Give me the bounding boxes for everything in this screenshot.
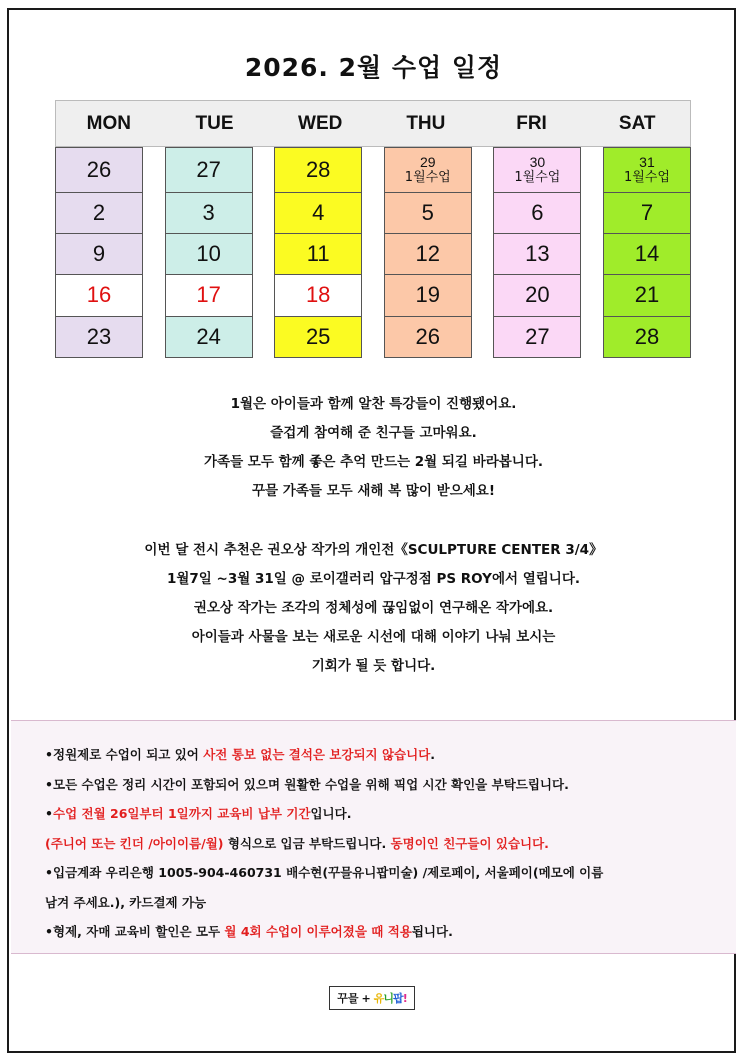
day-number: 23 xyxy=(86,323,112,349)
calendar-day-cell xyxy=(603,193,691,234)
day-number: 12 xyxy=(415,241,441,267)
day-number: 31 xyxy=(639,154,655,171)
day-number: 11 xyxy=(306,241,330,267)
day-number: 29 xyxy=(419,154,436,171)
day-number: 5 xyxy=(421,200,434,225)
day-number: 27 xyxy=(196,156,221,182)
calendar-column xyxy=(603,147,691,358)
greeting-line: 즐겁게 참여해 준 친구들 고마워요. xyxy=(270,425,477,441)
calendar-column xyxy=(55,147,143,358)
day-number: 27 xyxy=(525,323,550,349)
class-note: 1월수업 xyxy=(404,169,451,185)
calendar-day-cell xyxy=(493,234,581,275)
day-number: 17 xyxy=(196,282,221,308)
calendar-day-cell xyxy=(603,234,691,275)
calendar-day-cell xyxy=(165,147,253,193)
greeting-line: 꾸믈 가족들 모두 새해 복 많이 받으세요! xyxy=(251,483,495,499)
calendar-day-cell xyxy=(603,275,691,316)
calendar-day-cell xyxy=(274,275,362,316)
notice-pickup: •모든 수업은 정리 시간이 포함되어 있으며 원활한 수업을 위해 픽업 시간 확인을 부탁드립니다. xyxy=(45,776,569,792)
page-frame xyxy=(7,8,736,1053)
notice-account-cont: 남겨 주세요.), 카드결제 가능 xyxy=(45,894,207,910)
calendar-day-cell xyxy=(55,234,143,275)
header-tue: TUE xyxy=(195,112,234,134)
day-number: 24 xyxy=(196,323,221,349)
class-note: 1월수업 xyxy=(514,169,561,185)
day-number: 21 xyxy=(634,282,660,308)
calendar-day-cell xyxy=(55,193,143,234)
day-number: 26 xyxy=(415,323,441,349)
day-number: 28 xyxy=(305,156,331,182)
exhibition-message xyxy=(9,536,738,681)
day-number: 25 xyxy=(305,323,331,349)
class-note: 1월수업 xyxy=(623,169,670,185)
exhibition-line: 권오상 작가는 조각의 정체성에 끊임없이 연구해온 작가에요. xyxy=(193,600,554,616)
calendar-day-cell xyxy=(274,234,362,275)
calendar-day-cell xyxy=(55,317,143,358)
day-number: 6 xyxy=(531,200,544,225)
calendar-day-cell xyxy=(165,234,253,275)
exhibition-line: 기회가 될 듯 합니다. xyxy=(311,658,436,674)
page-title: 2026. 2월 수업 일정 xyxy=(244,53,503,82)
header-fri: FRI xyxy=(516,112,547,134)
header-thu: THU xyxy=(406,112,446,134)
day-number: 3 xyxy=(202,200,215,225)
calendar-header xyxy=(55,100,691,147)
calendar-day-cell xyxy=(274,193,362,234)
calendar-day-cell xyxy=(55,275,143,316)
calendar-day-cell xyxy=(493,317,581,358)
calendar-day-cell xyxy=(274,147,362,193)
calendar-day-cell xyxy=(493,275,581,316)
notice-absence: •정원제로 수업이 되고 있어 사전 통보 없는 결석은 보강되지 않습니다. xyxy=(45,747,436,762)
day-number: 10 xyxy=(196,241,221,267)
day-number: 16 xyxy=(86,282,112,308)
calendar-day-cell xyxy=(274,317,362,358)
day-number: 9 xyxy=(92,241,106,267)
exhibition-line: 1월7일 ~3월 31일 @ 로이갤러리 압구정점 PS ROY에서 열립니다. xyxy=(166,571,581,587)
calendar-day-cell xyxy=(493,193,581,234)
header-wed: WED xyxy=(298,112,343,134)
header-mon: MON xyxy=(86,112,131,134)
day-number: 2 xyxy=(92,200,106,225)
notice-discount: •형제, 자매 교육비 할인은 모두 월 4회 수업이 이루어졌을 때 적용됩니다. xyxy=(45,924,453,939)
calendar-day-cell xyxy=(493,147,581,193)
exhibition-line: 이번 달 전시 추천은 권오상 작가의 개인전《SCULPTURE CENTER 3/4》 xyxy=(144,542,603,558)
greeting-line: 1월은 아이들과 함께 알찬 특강들이 진행됐어요. xyxy=(230,396,517,412)
day-number: 19 xyxy=(415,282,441,308)
header-sat: SAT xyxy=(618,112,656,134)
day-number: 4 xyxy=(312,200,325,225)
calendar-body xyxy=(55,147,691,358)
day-number: 14 xyxy=(634,241,660,267)
day-number: 13 xyxy=(525,241,550,267)
calendar-day-cell xyxy=(384,147,472,193)
greeting-line: 가족들 모두 함께 좋은 추억 만드는 2월 되길 바라봅니다. xyxy=(203,454,544,470)
calendar-column xyxy=(493,147,581,358)
day-number: 30 xyxy=(529,154,546,171)
day-number: 28 xyxy=(634,323,660,349)
notice-payment-format: (주니어 또는 킨더 /아이이름/월) 형식으로 입금 부탁드립니다. 동명이인 친구들이 있습니다. xyxy=(45,835,549,851)
day-number: 20 xyxy=(525,282,550,308)
day-number: 7 xyxy=(640,200,654,225)
notice-payment-period: •수업 전월 26일부터 1일까지 교육비 납부 기간입니다. xyxy=(45,806,352,821)
calendar-day-cell xyxy=(165,317,253,358)
calendar-column xyxy=(165,147,253,358)
day-number: 26 xyxy=(86,156,112,182)
calendar-day-cell xyxy=(165,193,253,234)
schedule-calendar xyxy=(55,100,691,358)
notice-box xyxy=(11,720,736,954)
brand-logo: 꾸믈 + 유니팝! xyxy=(329,986,415,1010)
calendar-day-cell xyxy=(603,317,691,358)
calendar-column xyxy=(274,147,362,358)
calendar-column xyxy=(384,147,472,358)
calendar-day-cell xyxy=(384,234,472,275)
calendar-day-cell xyxy=(603,147,691,193)
calendar-day-cell xyxy=(384,317,472,358)
calendar-day-cell xyxy=(384,193,472,234)
day-number: 18 xyxy=(305,282,331,308)
greeting-message xyxy=(9,390,738,506)
calendar-day-cell xyxy=(55,147,143,193)
notice-account: •입금계좌 우리은행 1005-904-460731 배수현(꾸믈유니팝미술) /제로페이, 서울페이(메모에 이름 xyxy=(45,865,604,880)
calendar-day-cell xyxy=(165,275,253,316)
calendar-day-cell xyxy=(384,275,472,316)
exhibition-line: 아이들과 사물을 보는 새로운 시선에 대해 이야기 나눠 보시는 xyxy=(191,629,556,645)
